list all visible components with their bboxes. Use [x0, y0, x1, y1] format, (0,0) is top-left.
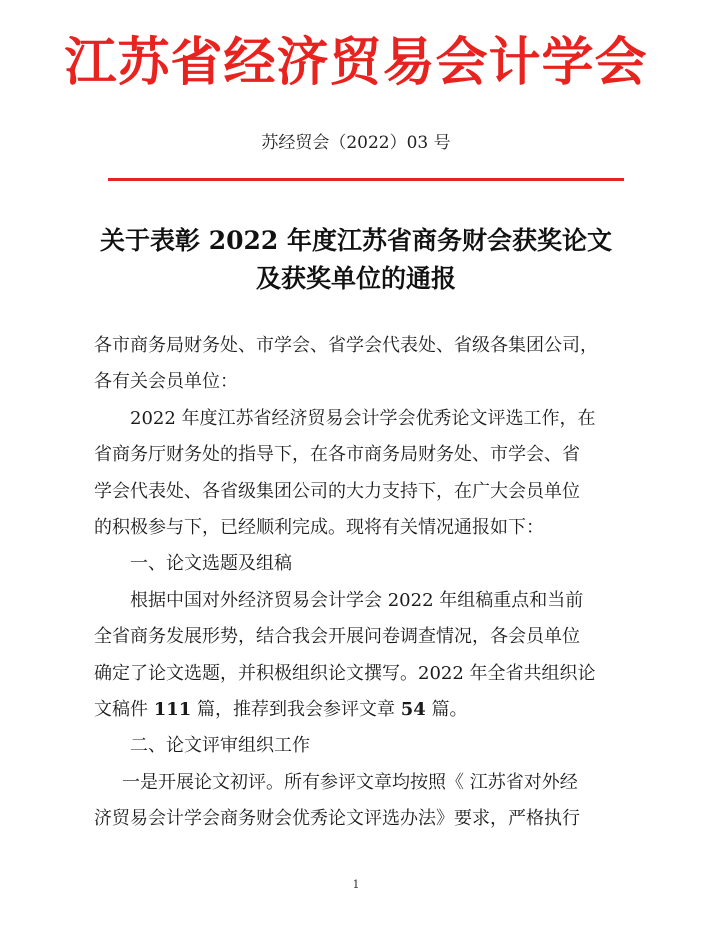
intro-line-2: 省商务厅财务处的指导下，在各市商务局财务处、市学会、省 — [94, 444, 580, 466]
section-1-line-4 — [94, 692, 624, 728]
section-1-heading: 一、论文选题及组稿 — [130, 553, 292, 575]
recipients-line-2: 各有关会员单位： — [94, 371, 238, 393]
notice-title-line-2: 及获奖单位的通报 — [255, 264, 456, 293]
notice-title-line-1: 关于表彰 2022 年度江苏省商务财会获奖论文 — [100, 226, 612, 255]
notice-body — [94, 328, 624, 838]
section-1-line-2: 全省商务发展形势，结合我会开展问卷调查情况，各会员单位 — [94, 626, 580, 648]
document-number: 苏经贸会（2022）03 号 — [261, 133, 451, 153]
submitted-count: 111 — [153, 699, 192, 721]
section-1-line-1: 根据中国对外经济贸易会计学会 2022 年组稿重点和当前 — [130, 589, 584, 611]
section-1-line-4-part-c: 篇。 — [425, 699, 468, 721]
org-title: 江苏省经济贸易会计学会 — [64, 32, 648, 93]
recommended-count: 54 — [400, 699, 426, 721]
notice-title — [0, 222, 712, 298]
recipients-line-1: 各市商务局财务处、市学会、省学会代表处、省级各集团公司， — [94, 335, 598, 356]
intro-line-1: 2022 年度江苏省经济贸易会计学会优秀论文评选工作，在 — [130, 407, 596, 429]
section-1-line-4-part-a: 文稿件 — [94, 699, 154, 721]
section-2-line-2: 济贸易会计学会商务财会优秀论文评选办法》要求，严格执行 — [94, 808, 580, 830]
section-2-heading: 二、论文评审组织工作 — [130, 735, 310, 757]
section-1-line-3: 确定了论文选题，并积极组织论文撰写。2022 年全省共组织论 — [94, 662, 596, 684]
page-number: 1 — [352, 878, 360, 891]
intro-line-4: 的积极参与下，已经顺利完成。现将有关情况通报如下： — [94, 517, 544, 539]
section-2-line-1: 一是开展论文初评。所有参评文章均按照《 江苏省对外经 — [122, 771, 578, 793]
red-divider — [108, 178, 624, 181]
intro-line-3: 学会代表处、各省级集团公司的大力支持下，在广大会员单位 — [94, 480, 580, 502]
section-1-line-4-part-b: 篇，推荐到我会参评文章 — [191, 699, 401, 721]
